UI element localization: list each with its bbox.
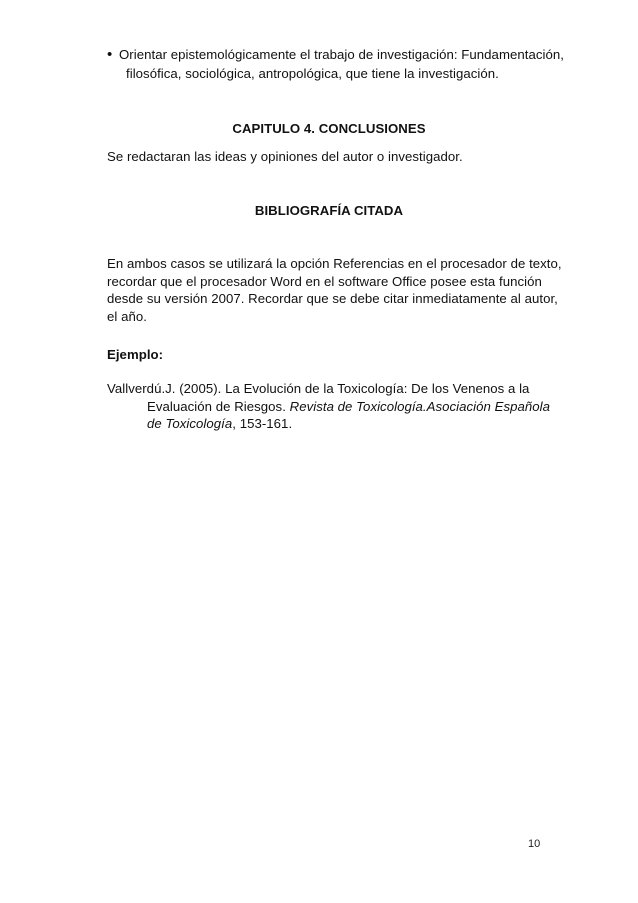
example-label: Ejemplo: — [107, 347, 164, 362]
reference-text: Evaluación de Riesgos. — [147, 398, 290, 414]
bullet-text-line-2: filosófica, sociológica, antropológica, que tiene la investigación. — [126, 66, 499, 81]
bibliography-paragraph — [107, 255, 567, 325]
chapter-4-heading: CAPITULO 4. CONCLUSIONES — [232, 121, 426, 136]
reference-line-1: Vallverdú.J. (2005). La Evolución de la Toxicología: De los Venenos a la — [107, 381, 530, 396]
reference-line-2 — [107, 398, 577, 416]
paragraph-line: En ambos casos se utilizará la opción Referencias en el procesador de texto, — [107, 256, 562, 271]
chapter-4-paragraph: Se redactaran las ideas y opiniones del autor o investigador. — [107, 149, 463, 164]
journal-title-cont: de Toxicología — [147, 416, 233, 431]
reference-entry — [107, 380, 577, 433]
bullet-text-line-1: Orientar epistemológicamente el trabajo de investigación: Fundamentación, — [119, 47, 564, 62]
bullet-icon: • — [107, 46, 113, 63]
journal-title: Revista de Toxicología.Asociación Española — [289, 398, 551, 414]
page-number: 10 — [528, 838, 541, 850]
reference-pages: , 153-161. — [232, 416, 293, 431]
paragraph-line: el año. — [107, 308, 147, 324]
reference-line-3 — [107, 415, 577, 433]
paragraph-line: recordar que el procesador Word en el software Office posee esta función — [107, 273, 542, 289]
paragraph-line: desde su versión 2007. Recordar que se debe citar inmediatamente al autor, — [107, 291, 558, 306]
bibliography-heading: BIBLIOGRAFÍA CITADA — [254, 203, 404, 218]
